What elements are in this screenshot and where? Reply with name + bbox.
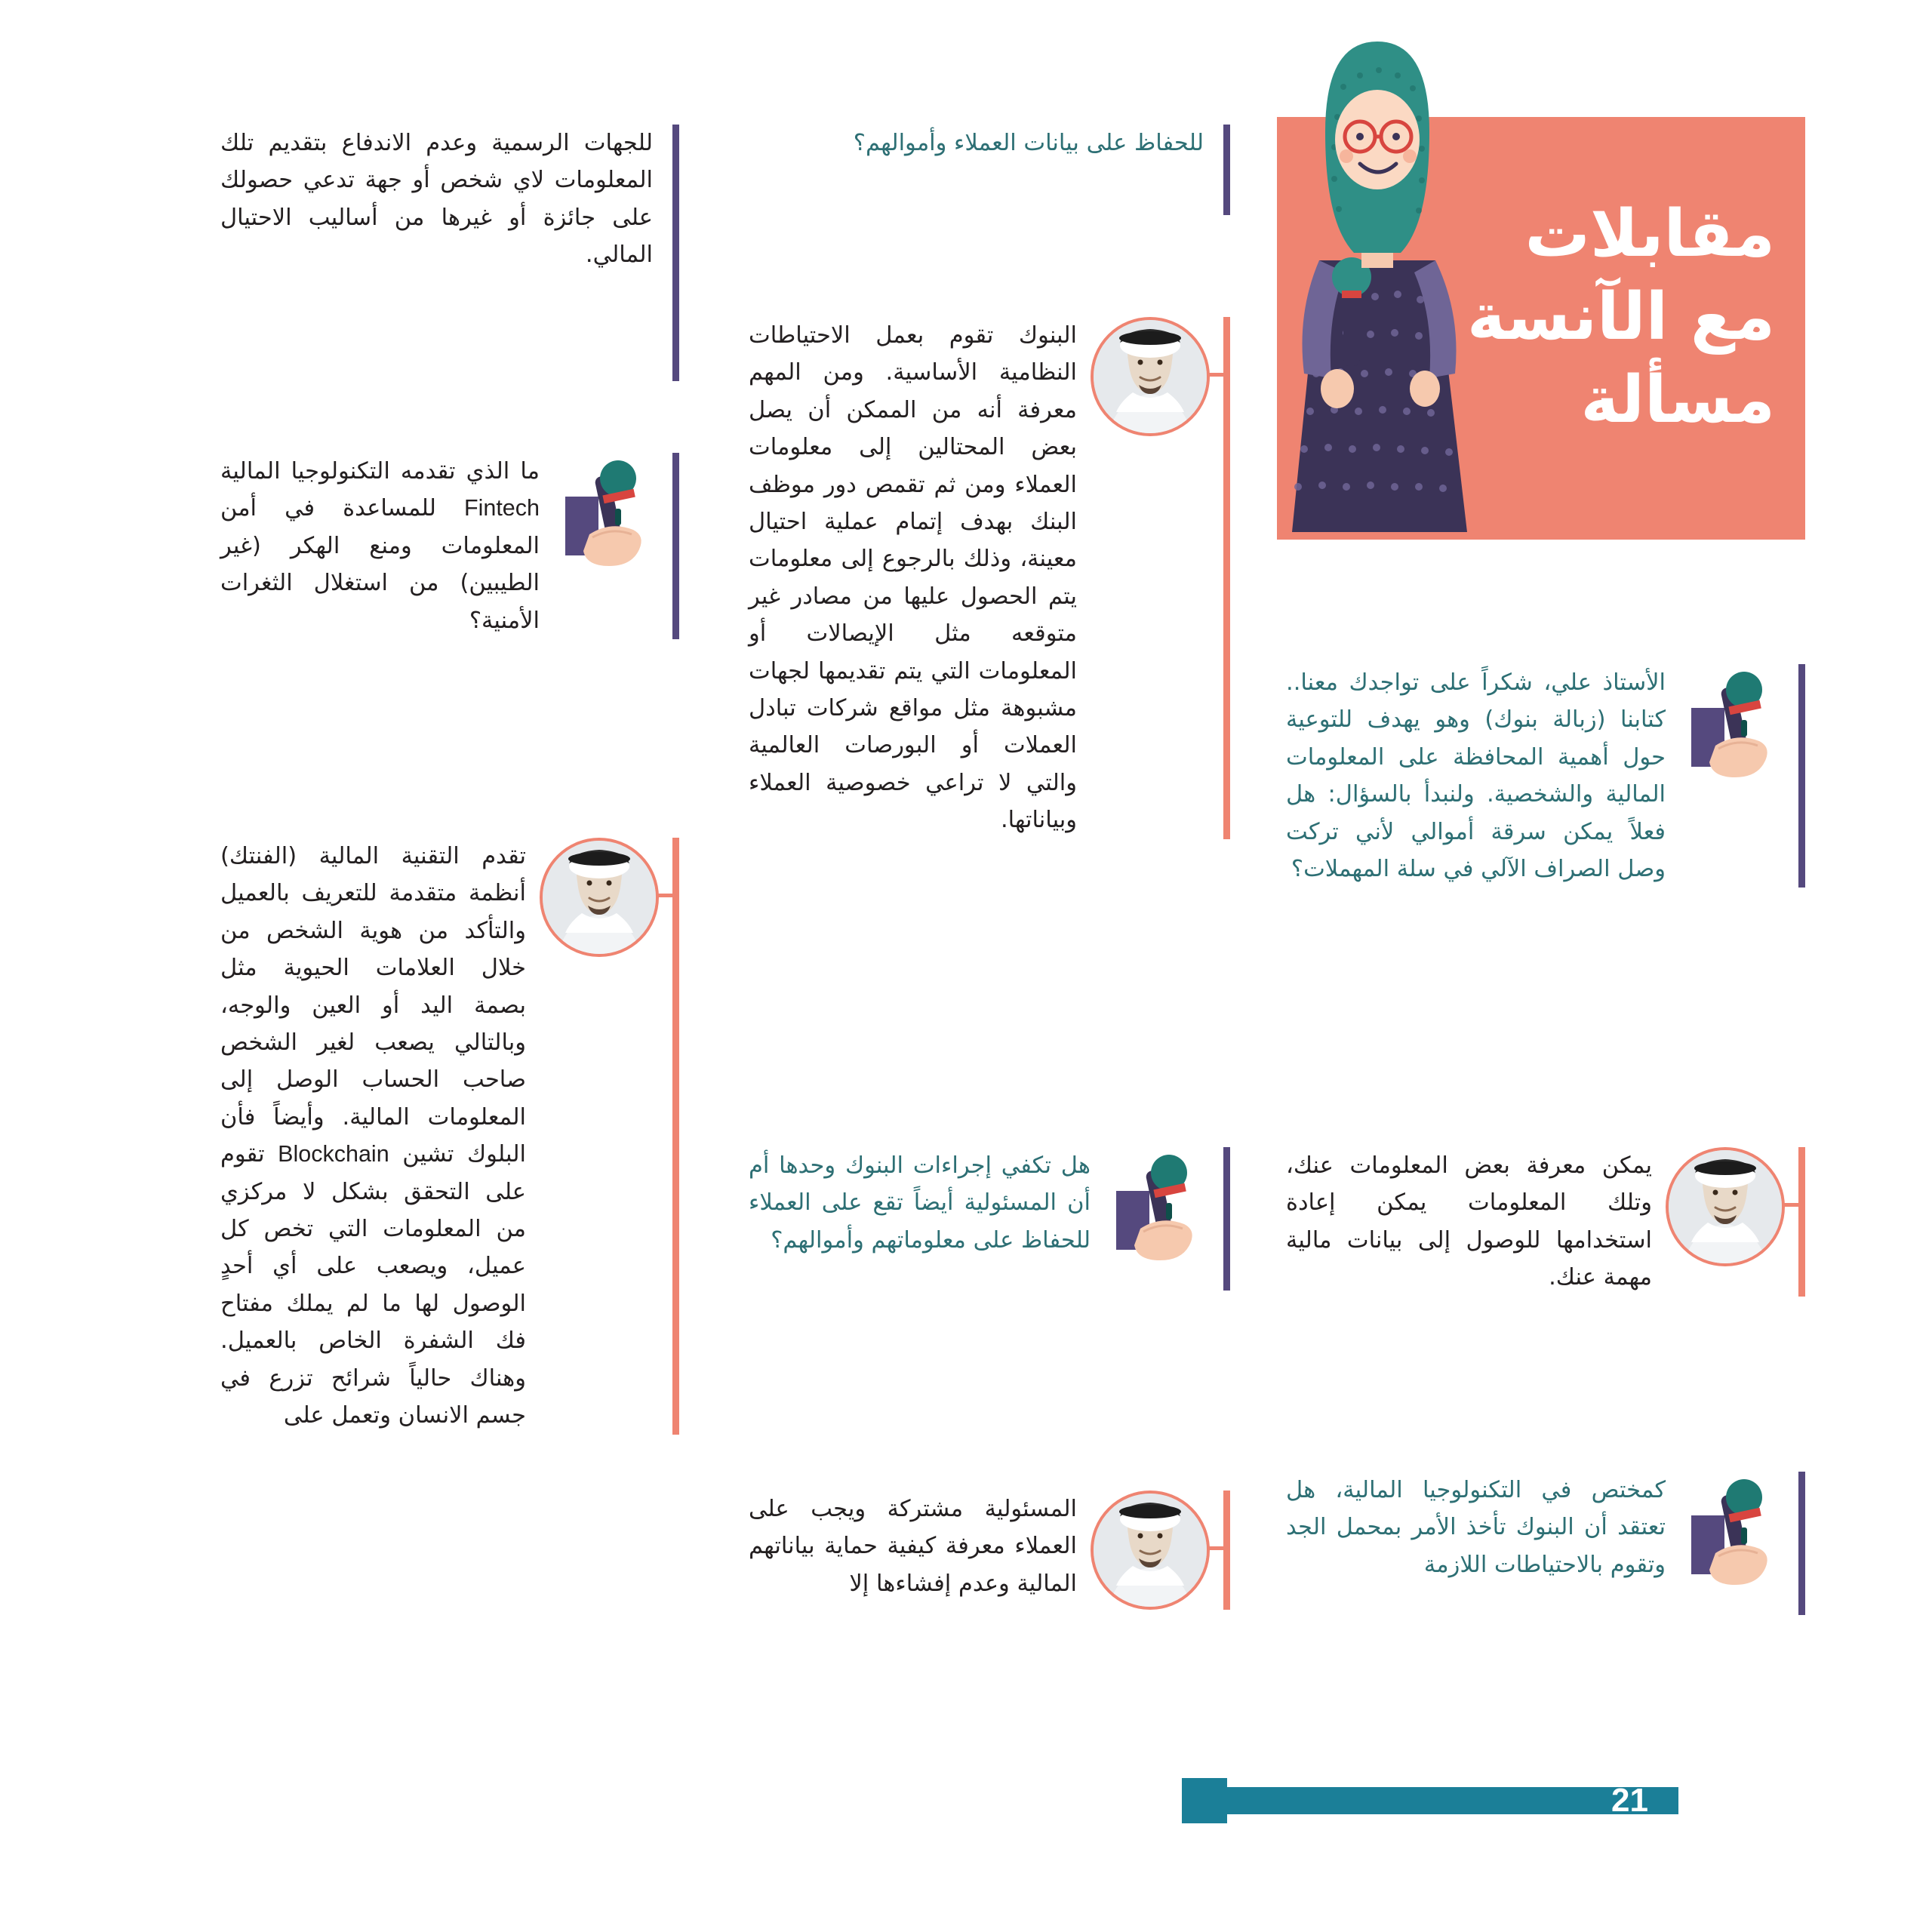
page-number: 21 xyxy=(1611,1782,1648,1819)
avatar-holder xyxy=(1097,1491,1223,1610)
qa-block-question-2 xyxy=(1277,1472,1805,1615)
accent-rule xyxy=(672,125,679,381)
accent-rule xyxy=(1798,1472,1805,1615)
interviewee-avatar xyxy=(540,838,659,957)
microphone-holder xyxy=(1110,1147,1223,1291)
qa-block-answer-2 xyxy=(740,1491,1230,1610)
accent-rule xyxy=(672,453,679,639)
avatar-holder xyxy=(1672,1147,1798,1266)
avatar-holder xyxy=(1097,317,1223,436)
accent-rule xyxy=(1798,1147,1805,1297)
answer-text: يمكن معرفة بعض المعلومات عنك، وتلك المعلومات يمكن إعادة استخدامها للوصول إلى بيانات مالية مهمة عنك. xyxy=(1286,1152,1652,1291)
microphone-holder xyxy=(559,453,672,596)
question-text xyxy=(211,453,559,639)
answer-text-part-1: تقدم التقنية المالية (الفنتك) أنظمة متقدمة للتعريف بالعميل والتأكد من هوية الشخص من خلال العلامات الحيوية مثل بصمة اليد أو العين والوجه، وبالتالي يصعب لغير الشخص صاحب الحساب الوصل إلى المعلومات المالية. وأيضاً فأن البلوك تشين xyxy=(220,843,526,1168)
microphone-holder xyxy=(1685,664,1798,808)
microphone-holder xyxy=(1685,1472,1798,1615)
answer-text: البنوك تقوم بعمل الاحتياطات النظامية الأساسية. ومن المهم معرفة أنه من الممكن أن يصل بعض المحتالين إلى معلومات العملاء ومن ثم تقمص دور موظف البنك بهدف إتمام عملية احتيال معينة، وذلك بالرجوع إلى معلومات يتم الحصول عليها من مصادر غير متوقعه مثل الإيصالات أو المعلومات التي يتم تقديمها لجهات مشبوهة مثل مواقع شركات تبادل العملات أو البورصات العالمية والتي لا تراعي خصوصية العملاء وبياناتها. xyxy=(749,322,1077,834)
column-middle xyxy=(740,0,1230,1932)
accent-rule xyxy=(672,838,679,1435)
question-text: هل تكفي إجراءات البنوك وحدها أم أن المسئولية أيضاً تقع على العملاء للحفاظ على معلوماتهم وأموالهم؟ xyxy=(749,1152,1091,1254)
qa-block-question-4 xyxy=(211,453,679,639)
answer-text xyxy=(211,838,546,1435)
microphone-icon xyxy=(1110,1147,1223,1291)
qa-block-question-heading xyxy=(740,125,1230,215)
latin-term-fintech: Fintech xyxy=(463,495,540,521)
accent-rule xyxy=(1798,664,1805,888)
microphone-icon xyxy=(1685,1472,1798,1615)
column-right xyxy=(1277,0,1805,1932)
accent-rule xyxy=(1223,125,1230,215)
microphone-icon xyxy=(1685,664,1798,808)
qa-block-answer-3 xyxy=(211,838,679,1435)
answer-text: المسئولية مشتركة ويجب على العملاء معرفة كيفية حماية بياناتهم المالية وعدم إفشاءها إلا xyxy=(749,1496,1077,1597)
answer-text-part-2: تقوم على التحقق بشكل لا مركزي من المعلومات التي تخص كل عميل، ويصعب على أي أحدٍ الوصول لها ما لم يملك مفتاح فك الشفرة الخاص بالعميل. وهناك حالياً شرائح تزرع في جسم الانسان وتعمل على xyxy=(220,1141,526,1429)
question-text: كمختص في التكنولوجيا المالية، هل تعتقد أن البنوك تأخذ الأمر بمحمل الجد وتقوم بالاحتياطات اللازمة xyxy=(1286,1477,1666,1578)
page-title: مقابلات مع الآنسة مسألة xyxy=(1467,196,1775,438)
question-text: للحفاظ على بيانات العملاء وأموالهم؟ xyxy=(853,130,1204,156)
microphone-icon xyxy=(559,453,672,596)
answer-text: للجهات الرسمية وعدم الاندفاع بتقديم تلك المعلومات لاي شخص أو جهة تدعي حصولك على جائزة أو غيرها من أساليب الاحتيال المالي. xyxy=(220,130,653,269)
qa-block-question-3 xyxy=(740,1147,1230,1291)
woman-illustration xyxy=(1247,34,1503,547)
qa-block-question-1 xyxy=(1277,664,1805,888)
question-text-part-1: ما الذي تقدمه التكنولوجيا المالية xyxy=(220,458,540,485)
interviewee-avatar xyxy=(1091,1491,1210,1610)
page-bar xyxy=(1211,1787,1678,1814)
avatar-holder xyxy=(546,838,672,957)
question-text: الأستاذ علي، شكراً على تواجدك معنا.. كتابنا (زبالة بنوك) وهو يهدف للتوعية حول أهمية المحافظة على المعلومات المالية والشخصية. ولنبدأ بالسؤال: هل فعلاً يمكن سرقة أموالي لأني تركت وصل الصراف الآلي في سلة المهملات؟ xyxy=(1286,669,1666,883)
interviewee-avatar xyxy=(1091,317,1210,436)
header-banner xyxy=(1277,117,1805,540)
qa-block-answer-1 xyxy=(1277,1147,1805,1297)
question-text-part-2: للمساعدة في أمن المعلومات ومنع الهكر (غير الطيبين) من استغلال الثغرات الأمنية؟ xyxy=(220,495,540,634)
accent-rule xyxy=(1223,1491,1230,1610)
latin-term-blockchain: Blockchain xyxy=(278,1141,389,1168)
accent-rule xyxy=(1223,1147,1230,1291)
qa-block-answer-long xyxy=(740,317,1230,839)
qa-block-answer-continued xyxy=(211,125,679,381)
column-left xyxy=(211,0,679,1932)
accent-rule xyxy=(1223,317,1230,839)
interviewee-avatar xyxy=(1666,1147,1785,1266)
